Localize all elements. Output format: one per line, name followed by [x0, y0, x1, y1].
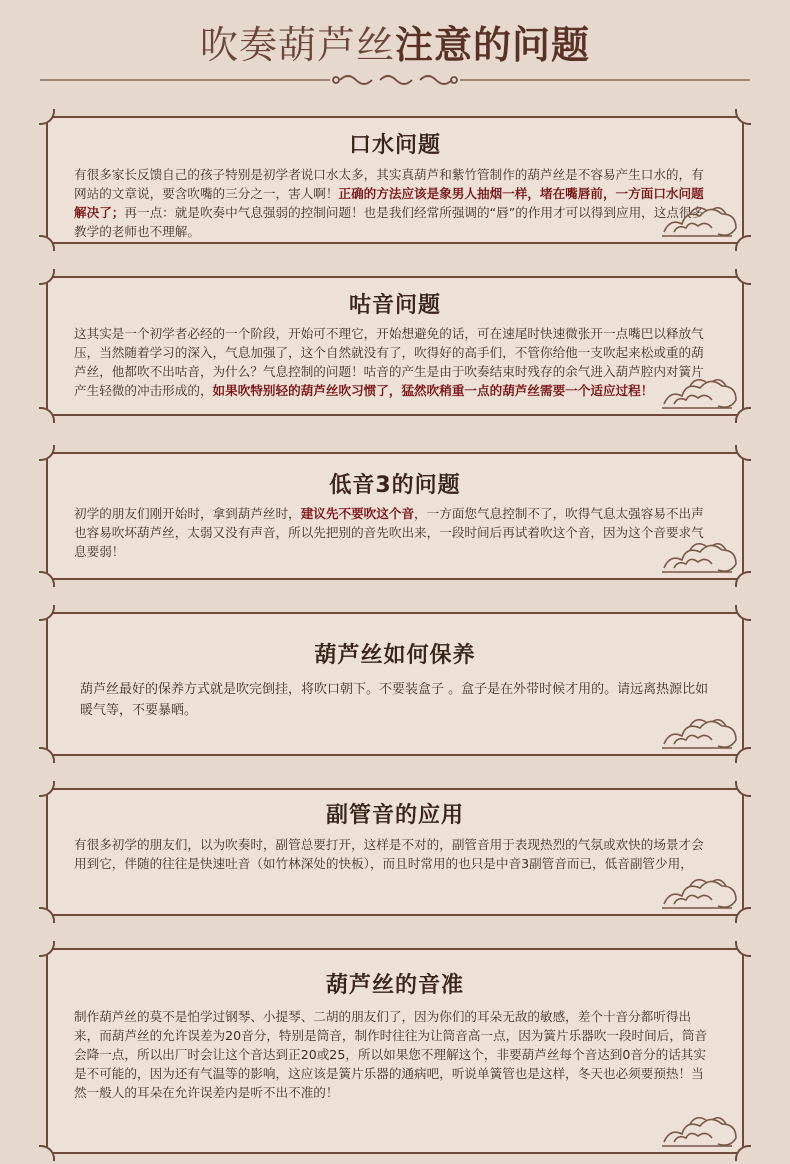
body-text: 葫芦丝最好的保养方式就是吹完倒挂，将吹口朝下。不要装盒子 。盒子是在外带时候才用的。请远离热源比如暖气等，不要暴晒。 [80, 682, 709, 718]
body-text: 初学的朋友们刚开始时，拿到葫芦丝时， [74, 506, 301, 521]
body-highlight: 建议先不要吹这个音 [300, 506, 415, 521]
body-text: 再一点：就是吹奏中气息强弱的控制问题！也是我们经常所强调的“唇”的作用才可以得到应用，这点很多教学的老师也不理解。 [74, 205, 705, 239]
section-body [74, 165, 712, 241]
page-title-normal: 吹奏葫芦丝 [199, 23, 395, 67]
section-card-intonation [46, 948, 744, 1154]
page-title [0, 14, 790, 69]
body-text: 这其实是一个初学者必经的一个阶段，开始可不理它，开始想避免的话，可在速尾时快速微张开一点嘴巴以释放气压，当然随着学习的深入，气息加强了，这个自然就没有了，吹得好的高手们，不管你给他一支吹起来松或重的葫芦丝，他都吹不出咕音，为什么？气息控制的问题！咕音的产生是由于吹奏结束时残存的余气进入葫芦腔内对簧片产生轻微的冲击形成的， [74, 326, 704, 398]
body-text: 有很多家长反馈自己的孩子特别是初学者说口水太多，其实真葫芦和紫竹管制作的葫芦丝是不容易产生口水的，有网站的文章说，要含吹嘴的三分之一，害人啊！ [74, 167, 704, 201]
section-card-low3 [46, 452, 744, 580]
section-card-maintenance [46, 612, 744, 756]
cloud-ornament-icon [660, 528, 742, 574]
section-title: 葫芦丝如何保养 [314, 643, 476, 668]
section-title: 咕音问题 [348, 293, 441, 318]
body-highlight: 正确的方法应该是象男人抽烟一样，堵在嘴唇前，一方面口水问题解决了； [74, 186, 704, 220]
body-text: ，一方面您气息控制不了，吹得气息太强容易不出声也容易吹坏葫芦丝，太弱又没有声音，所以先把别的音先吹出来，一段时间后再试着吹这个音，因为这个音要求气息要弱！ [74, 506, 704, 559]
section-body [74, 324, 712, 400]
section-card-saliva [46, 116, 744, 244]
cloud-ornament-icon [660, 1102, 742, 1148]
body-highlight: 如果吹特别轻的葫芦丝吹习惯了，猛然吹稍重一点的葫芦丝需要一个适应过程！ [212, 383, 654, 398]
cloud-ornament-icon [660, 864, 742, 910]
section-body [74, 835, 712, 873]
cloud-ornament-icon [660, 704, 742, 750]
section-body [74, 504, 712, 561]
section-title: 副管音的应用 [325, 803, 464, 828]
title-ornament-icon [40, 70, 750, 90]
cloud-ornament-icon [660, 192, 742, 238]
page-title-bold: 注意的问题 [395, 23, 591, 67]
section-title: 口水问题 [348, 133, 441, 158]
section-body [80, 679, 710, 721]
section-body [74, 1007, 712, 1102]
cloud-ornament-icon [660, 364, 742, 410]
body-text: 有很多初学的朋友们，以为吹奏时，副管总要打开，这样是不对的，副管音用于表现热烈的气氛或欢快的场景才会用到它，伴随的往往是快速吐音（如竹林深处的快板），而且时常用的也只是中音3副管音而已，低音副管少用， [74, 837, 704, 871]
section-card-gurgle [46, 276, 744, 416]
section-card-auxiliary [46, 788, 744, 916]
body-text: 制作葫芦丝的莫不是怕学过钢琴、小提琴、二胡的朋友们了，因为你们的耳朵无敌的敏感，差个十音分都听得出来，而葫芦丝的允许误差为20音分，特别是筒音，制作时往往为让筒音高一点，因为簧片乐器吹一段时间后，筒音会降一点，所以出厂时会让这个音达到正20或25，所以如果您不理解这个，非要葫芦丝每个音达到0音分的话其实是不可能的，因为还有气温等的影响，这应该是簧片乐器的通病吧，听说单簧管也是这样，冬天也必须要预热！当然一般人的耳朵在允许误差内是听不出不准的！ [74, 1009, 708, 1100]
section-title: 低音3的问题 [329, 473, 461, 498]
section-title: 葫芦丝的音准 [325, 973, 464, 998]
